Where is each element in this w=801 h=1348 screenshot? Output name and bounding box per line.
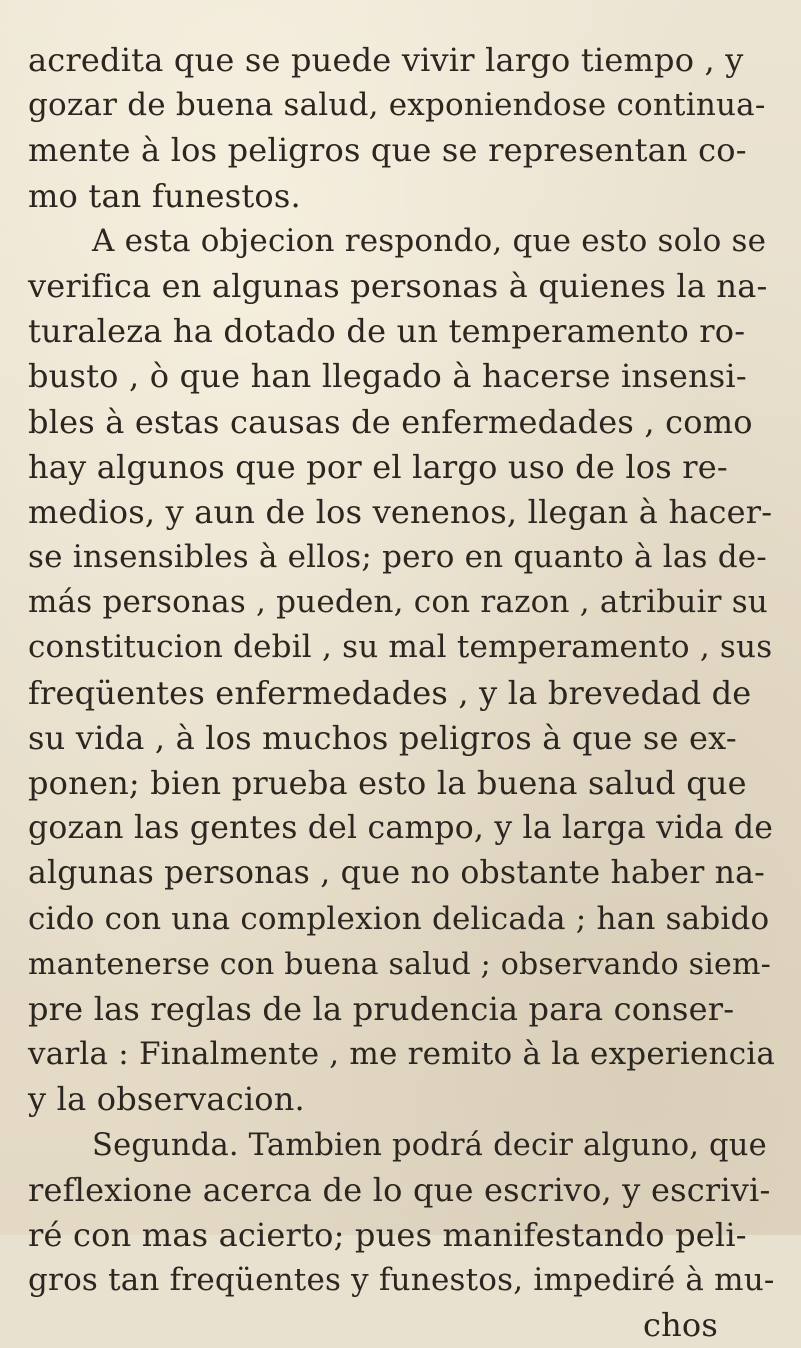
text-line-24: y la observacion. xyxy=(28,1080,305,1119)
text-line-5: A esta objecion respondo, que esto solo se xyxy=(92,222,767,259)
text-line-3: mente à los peligros que se representan co- xyxy=(28,131,747,170)
text-line-28: gros tan freqüentes y funestos, impediré à mu- xyxy=(28,1262,775,1299)
text-line-16: su vida , à los muchos peligros à que se ex- xyxy=(28,718,737,757)
text-line-11: medios, y aun de los venenos, llegan à hacer- xyxy=(28,492,773,531)
text-line-7: turaleza ha dotado de un temperamento ro- xyxy=(28,312,746,351)
text-line-12: se insensibles à ellos; pero en quanto à las de- xyxy=(28,539,767,576)
page-text xyxy=(28,38,776,1348)
text-line-9: bles à estas causas de enfermedades , como xyxy=(28,402,753,441)
text-line-13: más personas , pueden, con razon , atribuir su xyxy=(28,584,768,621)
text-line-4: mo tan funestos. xyxy=(28,176,301,215)
text-line-26: reflexione acerca de lo que escrivo, y escrivi- xyxy=(28,1170,771,1209)
text-line-27: ré con mas acierto; pues manifestando peli- xyxy=(28,1215,747,1254)
text-line-15: freqüentes enfermedades , y la brevedad de xyxy=(28,673,752,712)
text-line-10: hay algunos que por el largo uso de los re- xyxy=(28,447,728,486)
catchword: chos xyxy=(642,1306,718,1345)
text-line-1: acredita que se puede vivir largo tiempo , y xyxy=(28,41,744,79)
text-line-20: cido con una complexion delicada ; han sabido xyxy=(28,900,770,937)
text-line-6: verifica en algunas personas à quienes la na- xyxy=(28,266,768,305)
text-line-18: gozan las gentes del campo, y la larga vida de xyxy=(28,810,774,847)
text-line-14: constitucion debil , su mal temperamento , sus xyxy=(28,629,773,666)
text-line-17: ponen; bien prueba esto la buena salud que xyxy=(28,764,747,802)
text-line-23: varla : Finalmente , me remito à la experiencia xyxy=(28,1036,776,1073)
text-line-22: pre las reglas de la prudencia para conser- xyxy=(28,989,735,1028)
text-line-8: busto , ò que han llegado à hacerse insensi- xyxy=(28,357,747,396)
text-line-2: gozar de buena salud, exponiendose continua- xyxy=(28,87,766,124)
text-line-25: Segunda. Tambien podrá decir alguno, que xyxy=(92,1127,767,1163)
text-line-21: mantenerse con buena salud ; observando siem- xyxy=(28,946,771,982)
text-line-19: algunas personas , que no obstante haber na- xyxy=(28,855,765,892)
